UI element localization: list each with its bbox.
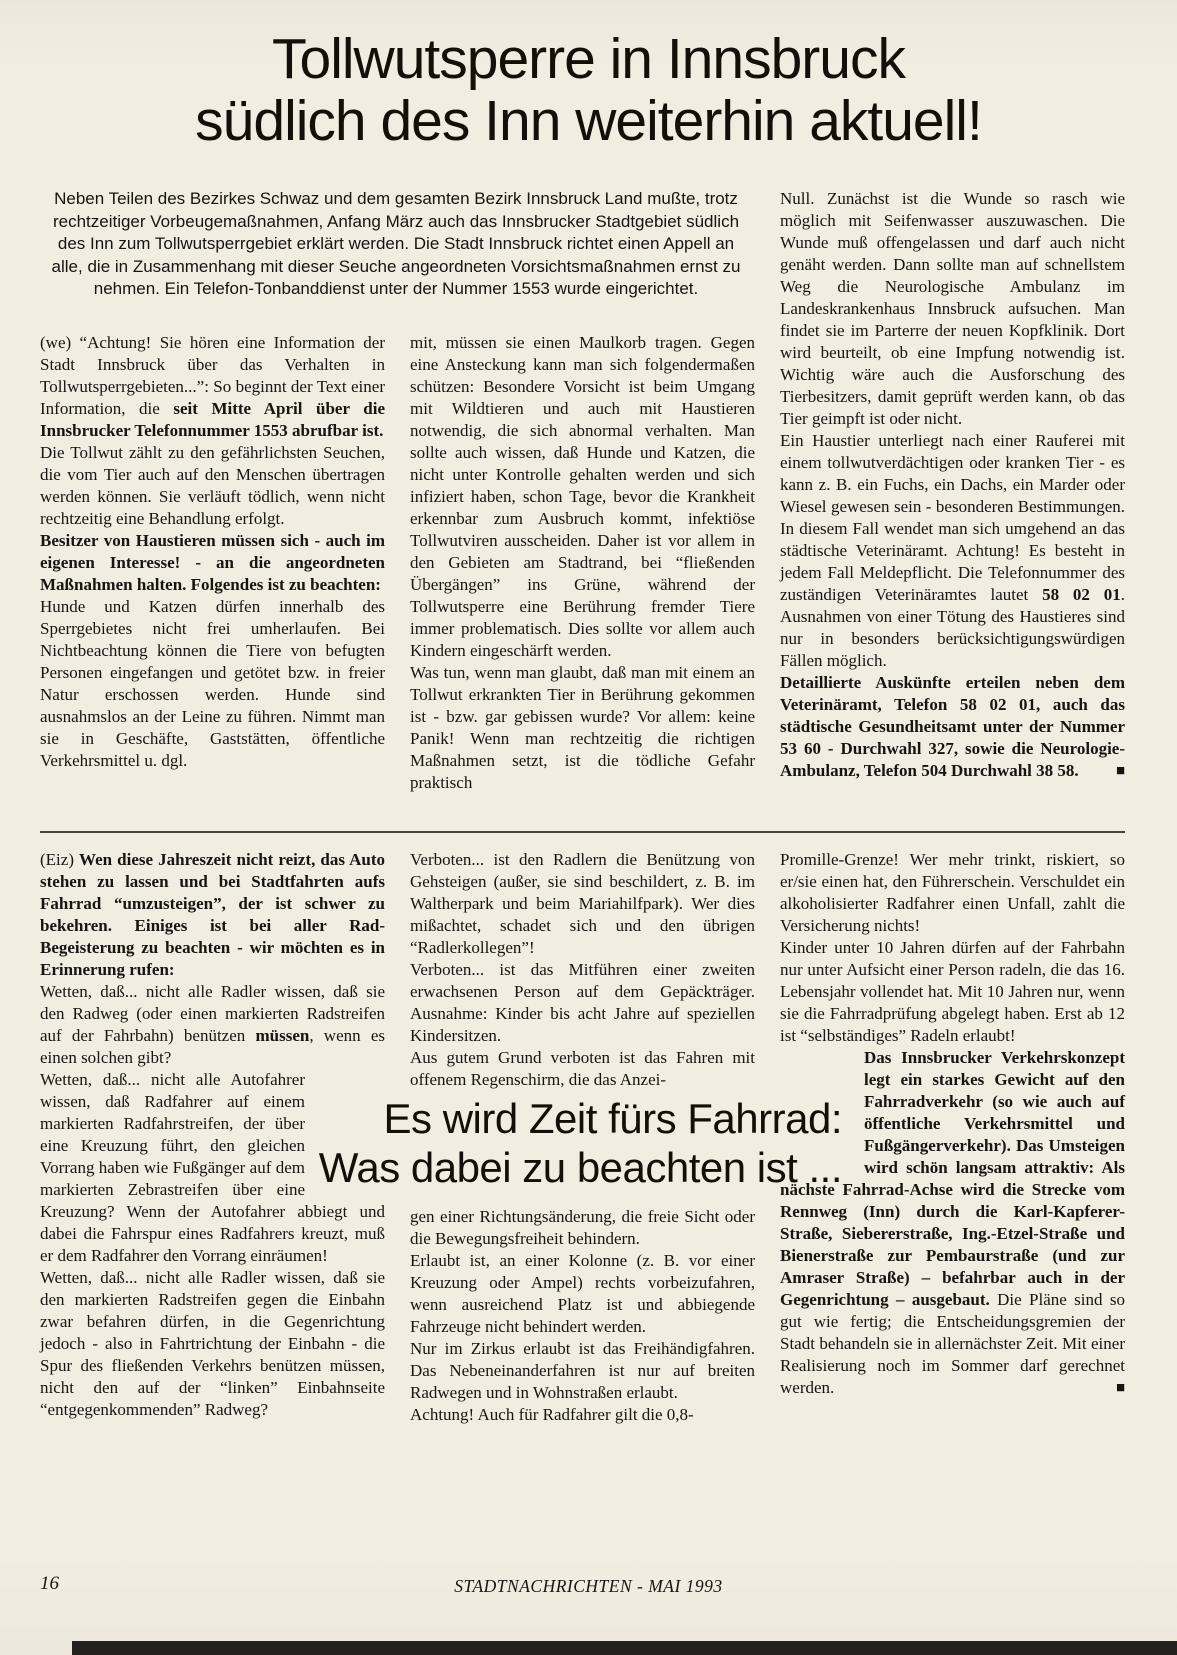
bold-text: seit Mitte April über die Innsbrucker Telefonnummer 1553 abrufbar ist. [40,399,386,440]
article-divider-rule [40,831,1125,833]
article-rabies-lead: Neben Teilen des Bezirkes Schwaz und dem gesamten Bezirk Innsbruck Land mußte, trotz rechtzeitiger Vorbeugemaßnahmen, Anfang März auch das Innsbrucker Stadtgebiet südlich des Inn zum Tollwutsperrgebiet erklärt werden. Die Stadt Innsbruck richtet einen Appell an alle, die in Zusammenhang mit dieser Seuche angeordneten Vorsichtsmaßnahmen ernst zu nehmen. Ein Telefon-Tonbanddienst unter der Nummer 1553 wurde eingerichtet. [51,189,741,298]
bold-text: Detaillierte Auskünfte erteilen neben dem Veterinäramt, Telefon 58 02 01, auch das städtische Gesundheitsamt unter der Nummer 53 60 - Durchwahl 327, sowie die Neurologie-Ambulanz, Telefon 504 Durchwahl 38 58. [780,673,1125,780]
paragraph: Aus gutem Grund verboten ist das Fahren mit offenem Regenschirm, die das Anzei- [410,1048,755,1089]
paragraph: gen einer Richtungsänderung, die freie Sicht oder die Bewegungsfreiheit behindern. [410,1207,755,1248]
article-rabies-headline [0,28,1177,152]
article-bike-column-2-top [410,849,755,1091]
end-of-article-marker: ■ [1115,1380,1125,1396]
paragraph: Verboten... ist den Radlern die Benützung von Gehsteigen (außer, sie sind beschildert, z. B. im Waltherpark und beim Mariahilfpark). Wer dies mißachtet, schadet sich und den übrigen “Radlerkollegen”! [410,850,755,957]
article-rabies-column-1 [40,332,385,772]
paragraph: Hunde und Katzen dürfen innerhalb des Sperrgebietes nicht frei umherlaufen. Bei Nichtbeachtung können die Tiere von befugten Personen eingefangen und getötet bzw. in freier Natur erschossen werden. Hunde sind ausnahmslos an der Leine zu führen. Nimmt man sie in Geschäfte, Gaststätten, öffentliche Verkehrsmittel u. dgl. [40,597,385,770]
column-paragraphs [780,188,1125,782]
headline-line: südlich des Inn weiterhin aktuell! [195,89,982,153]
paragraph: Wetten, daß... nicht alle Radler wissen, daß sie den markierten Radstreifen gegen die Einbahn zwar befahren dürfen, in die Gegenrichtung jedoch - also in Fahrtrichtung der Einbahn - die Spur des fließenden Verkehrs benützen müssen, nicht den auf der “linken” Einbahnseite “entgegenkommenden” Radweg? [40,1268,385,1419]
paragraph: Achtung! Auch für Radfahrer gilt die 0,8- [410,1405,694,1424]
paragraph: Ein Haustier unterliegt nach einer Rauferei mit einem tollwutverdächtigen oder kranken Tier - es kann z. B. ein Fuchs, ein Dachs, ein Marder oder Wiesel gewesen sein - besonderen Bestimmungen. In diesem Fall wendet man sich umgehend an das städtische Veterinäramt. Achtung! Es besteht in jedem Fall Meldepflicht. Die Telefonnummer des zuständigen Veterinäramtes lautet 58 02 01. Ausnahmen von einer Tötung des Haustieres sind nur in besonders berücksichtigungswürdigen Fällen möglich. [780,431,1125,670]
article-rabies-column-2 [410,332,755,794]
paragraph: Nur im Zirkus erlaubt ist das Freihändigfahren. Das Nebeneinanderfahren ist nur auf breiten Radwegen und in Wohnstraßen erlaubt. [410,1339,755,1402]
paragraph [780,672,1125,782]
bold-text: müssen [255,1026,310,1045]
paragraph: (we) “Achtung! Sie hören eine Information der Stadt Innsbruck über das Verhalten in Tollwutsperrgebieten...”: So beginnt der Text einer Information, die seit Mitte April über die Innsbrucker Telefonnummer 1553 abrufbar ist. [40,333,386,440]
paragraph: Kinder unter 10 Jahren dürfen auf der Fahrbahn nur unter Aufsicht einer Person radeln, die das 16. Lebensjahr vollendet hat. Mit 10 Jahren nur, wenn sie die Fahrradprüfung abgelegt haben. Erst ab 12 ist “selbständiges” Radeln erlaubt! [780,938,1125,1045]
headline-line: Was dabei zu beachten ist ... [318,1144,842,1191]
scan-edge-artifact [72,1641,1177,1655]
publication-footer: STADTNACHRICHTEN - MAI 1993 [454,1576,723,1596]
paragraph: Was tun, wenn man glaubt, daß man mit einem an Tollwut erkrankten Tier in Berührung gekommen ist - bzw. gar gebissen wurde? Vor allem: keine Panik! Wenn man rechtzeitig die richtigen Maßnahmen setzt, ist die tödliche Gefahr praktisch [410,663,755,792]
paragraph: Wetten, daß... nicht alle Autofahrer wissen, daß Radfahrer auf einem markierten Radfahrstreifen, der über eine Kreuzung führt, den gleichen Vorrang haben wie Fußgänger auf dem markierten Zebrastreifen über eine Kreuzung? Wenn der Autofahrer abbiegt und dabei die Fahrspur eines Radfahrers kreuzt, muß er dem Radfahrer den Vorrang einräumen! [40,1070,385,1265]
page-number: 16 [40,1573,59,1594]
paragraph [40,530,385,596]
paragraph: Promille-Grenze! Wer mehr trinkt, riskiert, so er/sie einen hat, den Führerschein. Verschuldet ein alkoholisierter Radfahrer einen Unfall, zahlt die Versicherung nichts! [780,850,1125,935]
bold-text: Wen diese Jahreszeit nicht reizt, das Auto stehen zu lassen und bei Stadtfahrten aufs Fahrrad “umzusteigen”, der ist schwer zu bekehren. Einiges ist bei aller Rad-Begeisterung zu beachten - wir möchten es in Erinnerung rufen: [40,850,385,979]
end-of-article-marker: ■ [1115,763,1125,779]
paragraph: mit, müssen sie einen Maulkorb tragen. Gegen eine Ansteckung kann man sich folgendermaßen schützen: Besondere Vorsicht ist beim Umgang mit Wildtieren und auch mit Haustieren notwendig, die sich abnormal verhalten. Man sollte auch wissen, daß Hunde und Katzen, die nicht unter Kontrolle gehalten werden und sich infiziert haben, schon Tage, bevor die Krankheit erkennbar zum Ausbruch kommt, infektiöse Tollwutviren ausscheiden. Daher ist vor allem in den Gebieten am Stadtrand, bei “fließenden Übergängen” ins Grüne, während der Tollwutsperre eine Berührung fremder Tiere immer problematisch. Dies sollte vor allem auch Kindern eingeschärft werden. [410,333,755,660]
bold-text: Besitzer von Haustieren müssen sich - auch im eigenen Interesse! - an die angeordneten Maßnahmen halten. Folgendes ist zu beachten: [40,531,385,594]
paragraph: Wetten, daß... nicht alle Radler wissen, daß sie den Radweg (oder einen markierten Radstreifen auf der Fahrbahn) benützen müssen, wenn es einen solchen gibt? [40,982,385,1067]
paragraph: Das Innsbrucker Verkehrskonzept legt ein starkes Gewicht auf den Fahrradverkehr (so wie auch auf öffentliche Verkehrsmittel und Fußgängerverkehr). Das Umsteigen wird schön langsam attraktiv: Als nächste Fahrrad-Achse wird die Strecke vom Rennweg (Inn) durch die Karl-Kapferer-Straße, Siebererstraße, Ing.-Etzel-Straße und Bienerstraße zur Pembaurstraße (und zur Amraser Straße) – befahrbar auch in der Gegenrichtung – ausgebaut. Die Pläne sind so gut wie fertig; die Entscheidungsgremien der Stadt behandeln sie in allernächster Zeit. Mit einer Realisierung noch im Sommer darf gerechnet werden. [780,1048,1125,1397]
paragraph: (Eiz) Wen diese Jahreszeit nicht reizt, das Auto stehen zu lassen und bei Stadtfahrten aufs Fahrrad “umzusteigen”, der ist schwer zu bekehren. Einiges ist bei aller Rad-Begeisterung zu beachten - wir möchten es in Erinnerung rufen: [40,850,385,979]
bold-text: 58 02 01 [1042,585,1121,604]
bold-text: Das Innsbrucker Verkehrskonzept legt ein starkes Gewicht auf den Fahrradverkehr (so wie auch auf öffentliche Verkehrsmittel und Fußgängerverkehr). Das Umsteigen wird schön langsam attraktiv: Als nächste Fahrrad-Achse wird die Strecke vom Rennweg (Inn) durch die Karl-Kapferer-Straße, Siebererstraße, Ing.-Etzel-Straße und Bienerstraße zur Pembaurstraße (und zur Amraser Straße) – befahrbar auch in der Gegenrichtung – ausgebaut. [780,1048,1125,1309]
paragraph: Erlaubt ist, an einer Kolonne (z. B. vor einer Kreuzung oder Ampel) rechts vorbeizufahren, wenn ausreichend Platz ist und abbiegende Fahrzeuge nicht behindert werden. [410,1251,755,1336]
headline-line: Tollwutsperre in Innsbruck [272,27,905,91]
paragraph: Die Tollwut zählt zu den gefährlichsten Seuchen, die vom Tier auch auf den Menschen übertragen werden können. Sie verläuft tödlich, wenn nicht rechtzeitig eine Behandlung erfolgt. [40,443,385,528]
article-bike-column-2-bottom [410,1206,755,1426]
headline-line: Es wird Zeit fürs Fahrrad: [383,1095,842,1142]
article-bike-headline [230,1094,842,1192]
paragraph: Null. Zunächst ist die Wunde so rasch wie möglich mit Seifenwasser auszuwaschen. Die Wunde muß offengelassen und darf auch nicht genäht werden. Dann sollte man auf schnellstem Weg die Neurologische Ambulanz im Landeskrankenhaus Innsbruck aufsuchen. Man findet sie im Parterre der neuen Kopfklinik. Dort wird beurteilt, ob eine Impfung notwendig ist. Wichtig wäre auch die Ausforschung des Tierbesitzers, damit geprüft werden kann, ob das Tier geimpft ist oder nicht. [780,189,1125,428]
paragraph: Verboten... ist das Mitführen einer zweiten erwachsenen Person auf dem Gepäckträger. Ausnahme: Kinder bis acht Jahre auf speziellen Kindersitzen. [410,960,755,1045]
article-rabies-column-3 [780,188,1125,782]
article-bike-column-3 [780,849,1125,1399]
column-paragraphs [780,849,1125,1399]
